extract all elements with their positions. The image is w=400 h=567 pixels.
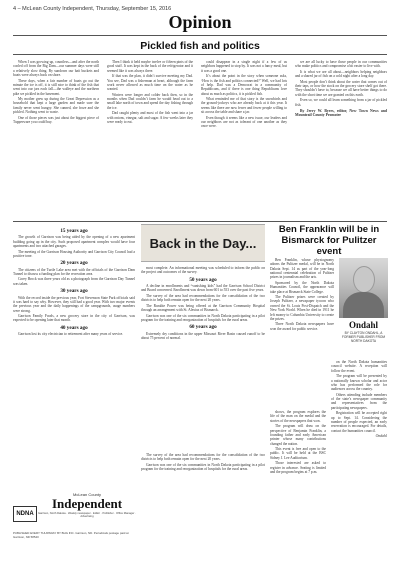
paragraph: Corey Brock was three years old as a photograph from the Garrison Day Tunnel was taken. <box>13 277 135 286</box>
paragraph: The Ruralite Power was being offered at the Garrison Community Hospital through an arrangement with St. Alexius of Bismarck. <box>141 303 265 313</box>
paragraph: A decline in enrollments and “vanishing kids” had the Garrison School District and Board concerned. Enrollment was down from 601 to 553 over the past five years. <box>141 284 265 293</box>
article-column-4 <box>295 60 387 220</box>
section-title: Opinion <box>168 12 232 32</box>
paragraph: Most people don’t think about the water that comes out of their taps, or how the stock on the grocery store shelf got there. They shouldn’t have to, because we all have better things to do with the short time we are granted on this earth. <box>295 79 387 97</box>
paragraph: Dad caught plenty and most of the fish went into a jar with onions, vinegar, salt and sugar. A few weeks later they were ready to eat. <box>107 111 193 125</box>
paragraph: The growth of Garrison was being aided by the opening of a new apartment building going up in the city. Such proposed apartment complex would have four apartments and two attached garages. <box>13 235 135 249</box>
paragraph: The program will be presented by a nationally known scholar and actor who has performed the role for audiences across the country. <box>331 374 387 392</box>
paragraph: Garrison was one of the six communities in North Dakota participating in a pilot program for the training and reorganization of hospitals for the rural areas. <box>141 313 265 322</box>
ben-franklin-headline: Ben Franklin will be in Bismarck for Pulitzer event <box>278 224 380 257</box>
paragraph: we are all lucky to have those people in our communities who make politics and compromise a bit easier to live with. <box>295 60 387 69</box>
article-headline: Pickled fish and politics <box>140 40 260 52</box>
paragraph: With the record inside the previous year, Fort Stevenson State Park officials said it was hard to say why. However, they still had a good year. With two major events the previous year and the daily happenings of the campgrounds, usage numbers were strong. <box>13 295 135 313</box>
paragraph: Registration will be accepted right up to Sept. 14. Considering the number of people expected, an early reservation is encouraged. For details, contact the humanities council. <box>331 411 387 433</box>
paragraph: The survey of the area had recommendations for the consolidation of the two districts to help both remain open for the next 20 years. <box>141 453 265 462</box>
paragraph: These days, when a fair number of boats go out the minute the ice is off, it is still nice to think of the fish that went into our jars each fall—the walleye and the northern pike we pickled in the basement. <box>13 78 99 96</box>
paragraph: Even so, we could all learn something from a jar of pickled fish. <box>295 98 387 107</box>
masthead-county: McLean County <box>72 492 101 497</box>
paragraph: most complete. An informational meeting was scheduled to inform the public on the project and outcomes of the survey. <box>141 266 265 275</box>
history-column <box>13 226 135 488</box>
history-heading: 50 years ago <box>189 276 217 283</box>
history-heading: 40 years ago <box>60 324 88 331</box>
article-column-1 <box>13 60 99 220</box>
paragraph: Those interested are asked to register in advance. Seating is limited and the program begins at 7 p.m. <box>270 461 326 475</box>
columnist-name: Ondahl <box>348 320 379 330</box>
article-column-3 <box>201 60 287 220</box>
divider <box>13 35 387 36</box>
paragraph: It’s about the point in the story when someone asks, ‘How is the fish and politics connected?’ Well, we had lots of help. Dad was a Democrat in a community of Republicans, and if there is one thing Republicans love about as much as politics, it is pickled fish. <box>201 74 287 96</box>
paragraph: The meeting of the Garrison Housing Authority and Garrison City Council had a positive tone. <box>13 249 135 258</box>
page-folio: 4 – McLean County Independent, Thursday, September 15, 2016 <box>13 6 172 12</box>
paragraph: Winters were longer and colder back then, so in the months when Dad couldn’t farm he would head out to a small lake north of town and spend the day fishing through the ice. <box>107 92 193 110</box>
paragraph: The survey of the area had recommendations for the consolidation of the two districts to help both remain open for the next 20 years. <box>141 293 265 303</box>
paragraph: One of those pieces was just about the biggest piece of Tupperware you could buy. <box>13 115 99 125</box>
paragraph: Garrison was one of the six communities in North Dakota participating in a pilot program for the training and reorganization of hospitals for the rural areas. <box>141 462 265 472</box>
columnist-caption: BY CLAYTON ONDAHL, A FORMER PUBLISHER FROM NORTH DAKOTA <box>341 331 386 343</box>
divider <box>13 221 387 222</box>
portrait-face <box>353 266 375 293</box>
paragraph: My mother grew up during the Great Depression as a household that kept a large garden and made sure the family never went hungry. She canned, she froze and she pickled. Nothing went to waste. <box>13 97 99 115</box>
paragraph: shows, the program explores the life of the man on the medal and the stories of the newspapers that won. <box>270 410 326 423</box>
back-in-the-day-text <box>141 266 265 451</box>
columnist-photo <box>339 258 388 318</box>
article-column-2 <box>107 60 193 220</box>
ndna-logo: NDNA <box>13 506 37 522</box>
back-in-the-day-continued <box>141 453 265 553</box>
masthead-brand: Independent <box>51 496 123 511</box>
back-in-the-day-box <box>141 224 265 449</box>
history-heading: 15 years ago <box>60 228 88 234</box>
paragraph: The program will draw on the perspective of Benjamin Franklin, a founding father and early American printer whose many contributions changed the nation. <box>270 424 326 446</box>
paragraph: Then I think it held maybe twelve or fifteen pints of the good stuff. It was kept in the back of the refrigerator and it seemed like it was always there. <box>107 60 193 73</box>
paragraph: If that was the plan, it didn’t survive meeting my Dad. You see, Dad was a fisherman at heart, although the farm work never allowed as much time on the water as he wanted. <box>107 74 193 92</box>
paragraph: Ben Franklin, whose physiognomy adorns the Pulitzer medal, will be in North Dakota Sept. 14 as part of the year-long national centennial celebration of Pulitzer prizes in journalism and the arts. <box>270 258 334 280</box>
ben-franklin-column-1 <box>270 258 334 408</box>
paragraph: Garrison lost its city electrician to retirement after many years of service. <box>18 332 124 337</box>
masthead-footer: PUBLISHED EVERY THURSDAY BY BHG INC. Garrison, ND. Periodicals postage paid at Garrison, ND 58540 <box>13 531 129 539</box>
paragraph: Extremely dry conditions in the upper Missouri River Basin caused runoff to be about 75 percent of normal. <box>141 331 265 341</box>
paragraph: Garrison Family Foods, a new grocery store in the city of Garrison, was expected to be opening later that month. <box>13 314 135 323</box>
paragraph: When I was growing up, countless—and after the north cooled off from the Big Dam—our summer days were still a relatively slow thing. By sundown our bait buckets and boats were always back on shore. <box>13 60 99 78</box>
paragraph: Even though it seems like a new issue, our leaders and our neighbors are not as tolerant of one another as they once were. <box>201 115 287 129</box>
masthead-detail: Garrison, North Dakota · Weekly newspaper · Editor · Publisher · Office Manager · Advertising <box>37 512 137 519</box>
portrait-shoulders <box>343 292 384 318</box>
paragraph: Others attending include members of the state’s newspaper community and representatives from the participating newspapers. <box>331 392 387 410</box>
paragraph: It is what we are all about—neighbors helping neighbors and a shared jar of fish on a cold night after a long day. <box>295 69 387 79</box>
ben-franklin-column-3 <box>331 360 387 555</box>
masthead <box>13 492 137 552</box>
paragraph: This event is free and open to the public. It will be held at the BSC Sidney J. Lee Auditorium. <box>270 447 326 460</box>
divider <box>13 54 387 55</box>
history-heading: 30 years ago <box>60 288 88 295</box>
history-heading: 20 years ago <box>60 260 88 267</box>
paragraph: The citizens of the Turtle Lake area met with the officials of the Garrison Dam Tunnel to discuss a funding plan for the recreation area. <box>13 267 135 276</box>
paragraph: The Pulitzer prizes were created by Joseph Pulitzer, a newspaper tycoon who owned the St. Louis Post-Dispatch and the New York World. When he died in 1911 he left money to Columbia University to create the prizes. <box>270 295 334 321</box>
paragraph: on the North Dakota humanities council website. A reception will follow the event. <box>331 360 387 373</box>
paragraph: Sponsored by the North Dakota Humanities Council, the appearance will take place at Bismarck State College. <box>270 280 334 294</box>
paragraph: Three North Dakota newspapers have won the award for public service. <box>270 322 334 331</box>
history-heading: 60 years ago <box>189 324 217 331</box>
back-in-the-day-title: Back in the Day... <box>141 224 265 262</box>
ben-franklin-column-2 <box>270 410 326 555</box>
byline: By Jerry W. Byers, editor, New Town News and Mountrail County Promoter <box>295 109 387 118</box>
paragraph: What reminded me of that story is the snowbirds and the ground-jockeys who are already back at it this year. It seems like there are now fewer and fewer people willing to sit across the table and share a jar. <box>201 97 287 115</box>
signature: Ondahl <box>375 434 387 439</box>
paragraph: could disappear in a single night if a few of us neighbors happened to stop by. It was not a fancy meal, but it was a good one. <box>201 60 287 73</box>
